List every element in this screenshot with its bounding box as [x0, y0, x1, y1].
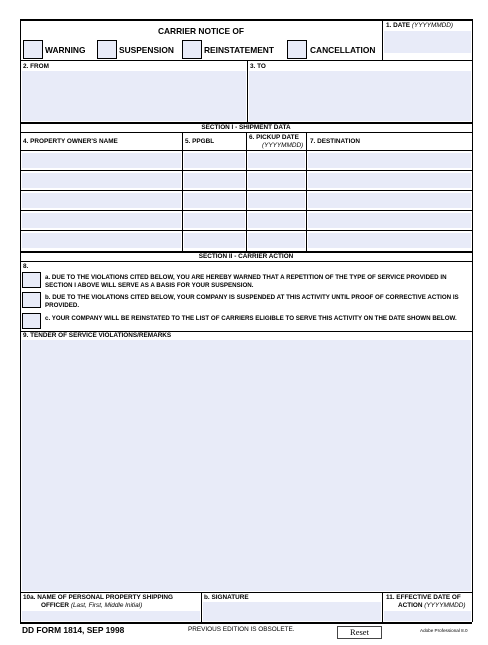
- effective-date-label: 11. EFFECTIVE DATE OF: [386, 594, 461, 601]
- section-1-title: SECTION I - SHIPMENT DATA: [201, 124, 291, 131]
- pickup-date-field[interactable]: [248, 193, 305, 208]
- suspension-label: SUSPENSION: [119, 45, 174, 55]
- owner-name-field[interactable]: [22, 213, 181, 228]
- warning-checkbox[interactable]: [23, 40, 43, 59]
- remarks-field[interactable]: [22, 340, 471, 591]
- shipping-officer-label-2: OFFICER (Last, First, Middle Initial): [41, 602, 143, 609]
- date-field[interactable]: [384, 31, 471, 53]
- destination-field[interactable]: [308, 173, 471, 188]
- pickup-date-field[interactable]: [248, 153, 305, 168]
- effective-date-field[interactable]: [384, 611, 471, 621]
- pickup-date-field[interactable]: [248, 173, 305, 188]
- owner-name-field[interactable]: [22, 153, 181, 168]
- destination-field[interactable]: [308, 213, 471, 228]
- action-c-checkbox[interactable]: [22, 313, 41, 329]
- obsolete-notice: PREVIOUS EDITION IS OBSOLETE.: [188, 626, 295, 633]
- date-label: 1. DATE (YYYYMMDD): [386, 22, 453, 29]
- reset-button[interactable]: Reset: [337, 626, 382, 639]
- reinstatement-label: REINSTATEMENT: [204, 45, 274, 55]
- effective-date-label-2: ACTION (YYYYMMDD): [398, 602, 466, 609]
- action-c-text: c. YOUR COMPANY WILL BE REINSTATED TO THE LIST OF CARRIERS ELIGIBLE TO SERVE THIS ACTIVITY ON THE DATE SHOWN BELOW.: [45, 315, 457, 322]
- shipping-officer-field[interactable]: [22, 611, 200, 621]
- ppgbl-field[interactable]: [184, 153, 245, 168]
- pickup-date-field[interactable]: [248, 233, 305, 248]
- signature-label: b. SIGNATURE: [204, 594, 249, 601]
- destination-field[interactable]: [308, 193, 471, 208]
- pickup-date-hint: (YYYYMMDD): [262, 142, 304, 149]
- form-title: CARRIER NOTICE OF: [157, 26, 245, 36]
- owner-name-field[interactable]: [22, 193, 181, 208]
- owner-name-header: 4. PROPERTY OWNER'S NAME: [23, 138, 118, 145]
- software-version: Adobe Professional 8.0: [420, 628, 468, 633]
- ppgbl-field[interactable]: [184, 213, 245, 228]
- warning-label: WARNING: [45, 45, 86, 55]
- to-field[interactable]: [249, 71, 471, 121]
- owner-name-field[interactable]: [22, 233, 181, 248]
- action-a-checkbox[interactable]: [22, 272, 41, 288]
- cancellation-checkbox[interactable]: [287, 40, 307, 59]
- owner-name-field[interactable]: [22, 173, 181, 188]
- ppgbl-field[interactable]: [184, 193, 245, 208]
- reinstatement-checkbox[interactable]: [182, 40, 202, 59]
- pickup-date-field[interactable]: [248, 213, 305, 228]
- to-label: 3. TO: [250, 63, 266, 70]
- action-b-checkbox[interactable]: [22, 292, 41, 308]
- cancellation-label: CANCELLATION: [310, 45, 376, 55]
- form-id: DD FORM 1814, SEP 1998: [22, 625, 125, 635]
- remarks-label: 9. TENDER OF SERVICE VIOLATIONS/REMARKS: [23, 332, 172, 339]
- ppgbl-field[interactable]: [184, 233, 245, 248]
- ppgbl-field[interactable]: [184, 173, 245, 188]
- from-field[interactable]: [22, 71, 246, 121]
- destination-field[interactable]: [308, 153, 471, 168]
- action-a-text: a. DUE TO THE VIOLATIONS CITED BELOW, YOU ARE HEREBY WARNED THAT A REPETITION OF THE TYPE OF SERVICE PROVIDED IN SECTION I ABOVE WILL SERVE AS A BASIS FOR YOUR SUSPENSION.: [45, 274, 447, 290]
- pickup-date-header: 6. PICKUP DATE: [249, 134, 299, 141]
- from-label: 2. FROM: [23, 63, 49, 70]
- ppgbl-header: 5. PPGBL: [185, 138, 215, 145]
- action-b-text: b. DUE TO THE VIOLATIONS CITED BELOW, YOUR COMPANY IS SUSPENDED AT THIS ACTIVITY UNTIL PROOF OF CORRECTIVE ACTION IS PROVIDED.: [45, 294, 459, 310]
- destination-header: 7. DESTINATION: [310, 138, 360, 145]
- destination-field[interactable]: [308, 233, 471, 248]
- section-2-title: SECTION II - CARRIER ACTION: [198, 253, 294, 260]
- item-8-label: 8.: [23, 263, 29, 270]
- signature-field[interactable]: [203, 602, 381, 621]
- suspension-checkbox[interactable]: [97, 40, 117, 59]
- shipping-officer-label: 10a. NAME OF PERSONAL PROPERTY SHIPPING: [23, 594, 173, 601]
